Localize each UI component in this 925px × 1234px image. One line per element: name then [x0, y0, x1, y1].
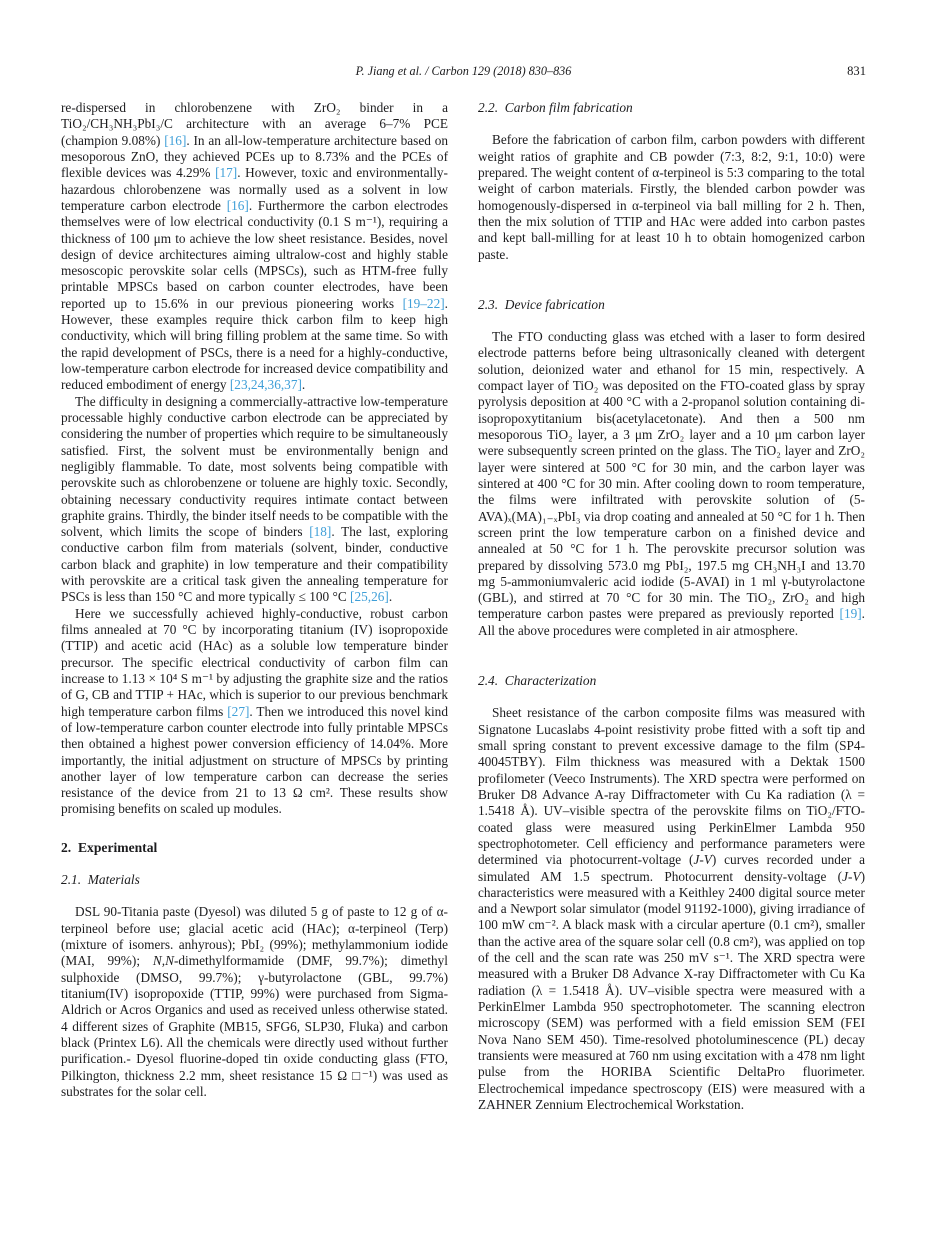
text-run: The difficulty in designing a commercially-attractive low-temperature processable highly conductive carbon electrode can be appreciated by considering the number of properties which require to be simultaneously satisfied. First, the solvent must be environmentally benign and negligibly flammable. To date, most solvents being compatible with perovskite such as chlorobenzene or toluene are highly toxic. Secondly, obtaining necessary conductivity requires intimate contact between graphite grains. Thirdly, the binder itself needs to be compatible with the solvent, which limits the scope of binders: [61, 393, 448, 540]
text-run: .: [388, 589, 393, 605]
citation-link[interactable]: [19–22]: [402, 295, 445, 311]
italic-text: J-V: [842, 868, 861, 884]
right-column: [478, 100, 865, 1113]
italic-text: N,N: [152, 953, 174, 969]
text-run: . The last, exploring conductive carbon film from materials (solvent, binder, conductive carbon black and graphite) in low temperature and their compatibility with perovskite are a critical task given the annealing temperature for PSCs is less than 150 °C and more typically ≤ 100 °C: [61, 524, 448, 605]
citation-link[interactable]: [17]: [215, 165, 238, 181]
paragraph: [61, 100, 448, 394]
citation-link[interactable]: [19]: [839, 606, 862, 622]
paragraph: [61, 904, 448, 1100]
page-number: 831: [847, 64, 866, 78]
citation-link[interactable]: [16]: [164, 132, 187, 148]
section-heading: 2. Experimental: [61, 839, 158, 855]
text-run: ) curves recorded under a simulated AM 1.5 spectrum. Photocurrent density-voltage (: [478, 852, 865, 884]
text-run: . Then we introduced this novel kind of low-temperature carbon counter electrode into fully printable MPSCs then obtained a highest power conversion efficiency of 14.04%. More importantly, the initial adjustment on structure of MPSCs by printing another layer of low temperature carbon can decrease the series resistance of the device from 21 to 13 Ω cm². These results show promising benefits on scaled up modules.: [61, 703, 448, 817]
text-run: ) characteristics were measured with a Keithley 2400 digital source meter and a Newport solar simulator (model 91192-1000), giving irradiance of 100 mW cm⁻². A black mask with a circular aperture (0.1 cm²), smaller than the active area of the square solar cell (0.8 cm²), was applied on top of the cell and the scan rate was 250 mV s⁻¹. The XRD spectra were measured with a Bruker D8 Advance X-ray Diffractometer with Cu Ka radiation (λ = 1.5418 Å). UV–visible spectra were measured with a PerkinElmer Lambda 950 spectrophotometer. The scanning electron microscopy (SEM) was performed with a field emission SEM (FEI Nova Nano SEM 450). Time-resolved photoluminescence (PL) decay transients were measured at 760 nm using excitation with a 478 nm light pulse from the HORIBA Scientific DeltaPro fluorimeter. Electrochemical impedance spectroscopy (EIS) were measured with a ZAHNER Zennium Electrochemical Workstation.: [478, 868, 865, 1112]
subsection-heading: 2.4. Characterization: [478, 673, 597, 689]
text-run: . In an all-low-temperature architecture based on mesoporous ZnO, they achieved PCEs up to 8.73% and the PCEs of flexible devices was 4.29%: [61, 132, 448, 181]
text-run: . All the above procedures were completed in air atmosphere.: [478, 606, 865, 638]
text-run: Here we successfully achieved highly-conductive, robust carbon films annealed at 70 °C by incorporating titanium (IV) isopropoxide (TTIP) and acetic acid (HAc) as a soluble low temperature binder precursor. The specific electrical conductivity of carbon film can increase to 1.13 × 10⁴ S m⁻¹ by adjusting the graphite size and the ratios of G, CB and TTIP + HAc, which is superior to our previous benchmark high temperature carbon films: [61, 605, 448, 719]
citation-link[interactable]: [18]: [309, 524, 332, 540]
text-run: re-dispersed in chlorobenzene with ZrO₂ binder in a TiO₂/CH₃NH₃PbI₃/C architecture with an average 6–7% PCE (champion 9.08%): [61, 100, 448, 148]
text-run: DSL 90-Titania paste (Dyesol) was diluted 5 g of paste to 12 g of α-terpineol before use; glacial acetic acid (HAc); α-terpineol (Terp) (mixture of isomers. anhyrous); PbI₂ (99%); methylammonium iodide (MAI, 99%);: [61, 904, 448, 969]
paragraph: [61, 606, 448, 818]
paragraph: [478, 329, 865, 639]
text-run: . However, these examples require thick carbon film to keep high conductivity, which will bring filling problem at the same time. So with the rapid development of PSCs, there is a need for a highly-conductive, low-temperature carbon electrode for increased device compatibility and reduced embodiment of energy: [61, 295, 448, 393]
running-head: P. Jiang et al. / Carbon 129 (2018) 830–836: [355, 64, 572, 78]
page-header: [61, 64, 866, 80]
italic-text: J-V: [693, 852, 712, 868]
citation-link[interactable]: [23,24,36,37]: [229, 377, 302, 393]
text-run: Before the fabrication of carbon film, carbon powders with different weight ratios of graphite and CB powder (7:3, 8:2, 9:1, 10:0) were prepared. The weight content of α-terpineol is 5:3 comparing to the total weight of carbon materials. Firstly, the blended carbon powder was homogenously-dispersed in α-terpineol via ball milling for 2 h. Then, then the mix solution of TTIP and HAc were added into carbon pastes and kept ball-milling for at least 10 h to obtain homogenized carbon paste.: [478, 132, 865, 262]
paragraph: [478, 132, 865, 263]
subsection-heading: 2.1. Materials: [61, 872, 140, 888]
text-run: .: [301, 377, 306, 393]
text-run: Sheet resistance of the carbon composite films was measured with Signatone Lucaslabs 4-point resistivity probe fitted with a soft tip and small spring constant to prevent excessive damage to the film (SP4-40045TBY). Film thickness was measured with a Dektak 1500 profilometer (Veeco Instruments). The XRD spectra were performed on Bruker D8 Advance A-ray Diffractometer with Cu Ka radiation (λ = 1.5418 Å). UV–visible spectra of the perovskite films on TiO₂/FTO-coated glass were measured using PerkinElmer Lambda 950 spectrophotometer. Cell efficiency and performance parameters were determined via photocurrent-voltage (: [478, 705, 865, 868]
text-run: The FTO conducting glass was etched with a laser to form desired electrode patterns before being ultrasonically cleaned with detergent solution, deionized water and ethanol for 15 min, respectively. A compact layer of TiO₂ was deposited on the FTO-coated glass by spray pyrolysis deposition at 400 °C with a 2-propanol solution containing di-isopropoxytitanium bis(acetylacetonate). And then a 500 nm mesoporous TiO₂ layer, a 3 μm ZrO₂ layer and a 10 μm carbon layer were subsequently screen printed on the glass. The TiO₂ layer and ZrO₂ layer were sintered at 500 °C for 30 min, and the carbon layer was sintered at 400 °C for 30 min. After cooling down to room temperature, the films were infiltrated with perovskite solution of (5-AVA)ₓ(MA)₁₋ₓPbI₃ via drop coating and annealed at 50 °C for 1 h. Then screen print the low temperature carbon on a finished device and annealed at 50 °C for 1 h. The perovskite precursor solution was prepared by dissolving 573.0 mg PbI₂, 197.5 mg CH₃NH₃I and 13.70 mg 5-ammoniumvaleric acid iodide (5-AVAI) in 1 ml γ-butyrolactone (GBL), and stirred at 70 °C for 30 min. The TiO₂, ZrO₂ and high temperature carbon pastes were prepared as previously reported: [478, 329, 865, 622]
subsection-heading: 2.2. Carbon film fabrication: [478, 100, 633, 115]
citation-link[interactable]: [25,26]: [350, 589, 389, 605]
citation-link[interactable]: [16]: [226, 197, 249, 213]
citation-link[interactable]: [27]: [227, 703, 250, 719]
subsection-heading: 2.3. Device fabrication: [478, 296, 605, 312]
text-run: . However, toxic and environmentally-hazardous chlorobenzene was normally used as a solvent in low temperature carbon electrode: [61, 165, 448, 213]
left-column: [61, 100, 448, 1113]
text-run: . Furthermore the carbon electrodes themselves were of low electrical conductivity (0.1 S m⁻¹), requiring a thickness of 100 μm to achieve the low sheet resistance. Besides, novel design of device architectures aiming ultralow-cost and highly stable mesoscopic perovskite solar cells (MPSCs), such as HTM-free fully printable MPSCs based on carbon counter electrodes, have been reported up to 15.6% in our previous pioneering works: [61, 197, 448, 311]
paragraph: [478, 705, 865, 1113]
two-column-body: [61, 100, 866, 1113]
paragraph: [61, 394, 448, 606]
text-run: -dimethylformamide (DMF, 99.7%); dimethyl sulphoxide (DMSO, 99.7%); γ-butyrolactone (GBL, 99.7%) titanium(IV) isopropoxide (TTIP, 99%) were purchased from Sigma-Aldrich or Acros Organics and used as received unless otherwise stated. 4 different sizes of Graphite (MB15, SFG6, SLP30, Fluka) and carbon black (Printex L6). All the chemicals were directly used without further purification.- Dyesol fluorine-doped tin oxide conducting glass (FTO, Pilkington, thickness 2.2 mm, sheet resistance 15 Ω □⁻¹) was used as substrates for the solar cell.: [61, 953, 448, 1099]
